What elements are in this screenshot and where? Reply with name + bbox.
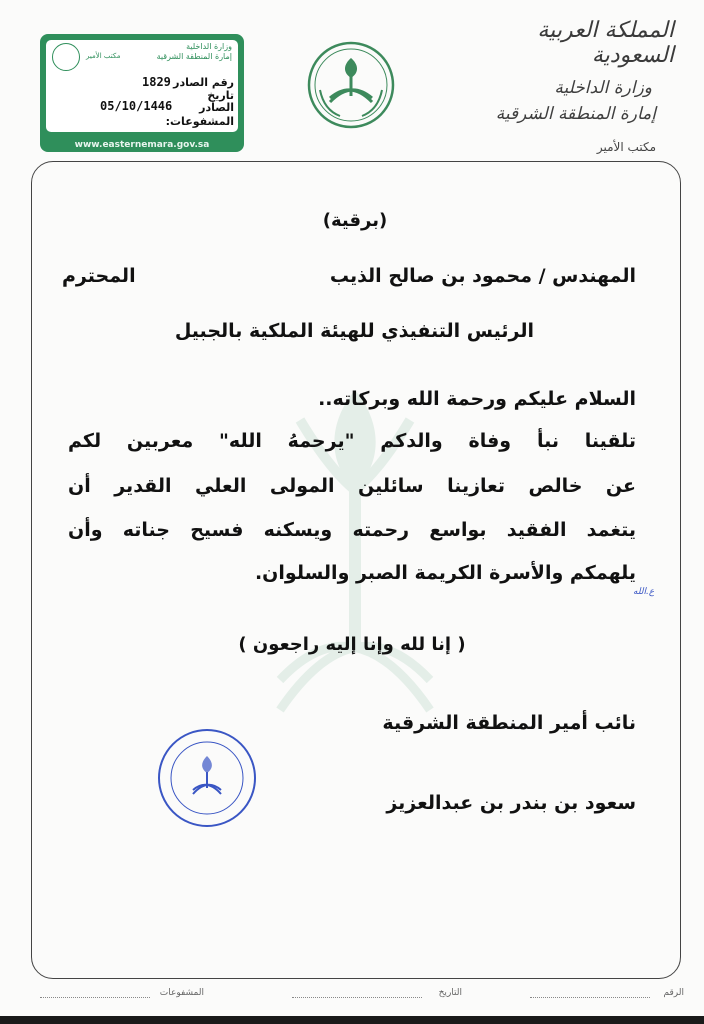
footer-attachments-label: المشفوعات: [159, 988, 204, 998]
stamp-issue-date-label: تاريخ: [207, 89, 234, 102]
issue-stamp: [40, 34, 244, 152]
footer-fields: [30, 988, 690, 1008]
body-line: عن خالص تعازينا سائلين المولى العلي القدير أن: [68, 475, 636, 497]
region-admin-name: إمارة المنطقة الشرقية: [495, 104, 656, 124]
letterhead: [464, 18, 674, 154]
body-line: يلهمكم والأسرة الكريمة الصبر والسلوان.: [254, 562, 636, 584]
kingdom-name: المملكة العربية السعودية: [537, 18, 674, 68]
letter-type: (برقية): [322, 210, 388, 231]
recipient-name: المهندس / محمود بن صالح الذيب: [329, 265, 636, 287]
footer-number-line: [530, 997, 650, 998]
condolence-verse: ( إنا لله وإنا إليه راجعون ): [238, 634, 466, 655]
stamp-region: إمارة المنطقة الشرقية: [156, 52, 232, 61]
stamp-issue-date-label2: الصادر: [199, 101, 234, 114]
recipient-honorific: المحترم: [62, 265, 136, 287]
footer-date-label: التاريخ: [438, 988, 462, 998]
bottom-edge: [0, 1016, 704, 1024]
stamp-attachments-label: المشفوعات:: [165, 115, 234, 128]
stamp-office: مكتب الأمير: [86, 52, 121, 60]
saudi-emblem-icon: [306, 40, 396, 130]
clerk-initials: ع.الله: [633, 587, 655, 597]
stamp-website: www.easternemara.gov.sa: [74, 140, 210, 150]
office-name: مكتب الأمير: [596, 140, 656, 154]
body-line: يتغمد الفقيد بواسع رحمته ويسكنه فسيح جناته وأن: [68, 519, 636, 541]
body-line: تلقينا نبأ وفاة والدكم "يرحمهُ الله" معربين لكم: [68, 430, 636, 452]
stamp-header: [157, 42, 232, 62]
footer-date-line: [292, 997, 422, 998]
stamp-issue-date: 05/10/1446: [100, 99, 173, 113]
stamp-emblem-icon: [52, 43, 80, 71]
footer-attachments-line: [40, 997, 150, 998]
signatory-name: سعود بن بندر بن عبدالعزيز: [386, 792, 636, 814]
footer-number-label: الرقم: [663, 988, 684, 998]
official-seal-icon: [155, 726, 259, 830]
greeting: السلام عليكم ورحمة الله وبركاته..: [318, 388, 636, 410]
stamp-ministry: وزارة الداخلية: [186, 42, 232, 51]
stamp-issue-no: 1829: [142, 75, 171, 89]
signatory-title: نائب أمير المنطقة الشرقية: [382, 712, 636, 734]
recipient-position: الرئيس التنفيذي للهيئة الملكية بالجبيل: [174, 320, 534, 342]
ministry-name: وزارة الداخلية: [554, 78, 652, 98]
stamp-issue-no-label: رقم الصادر: [173, 76, 234, 89]
